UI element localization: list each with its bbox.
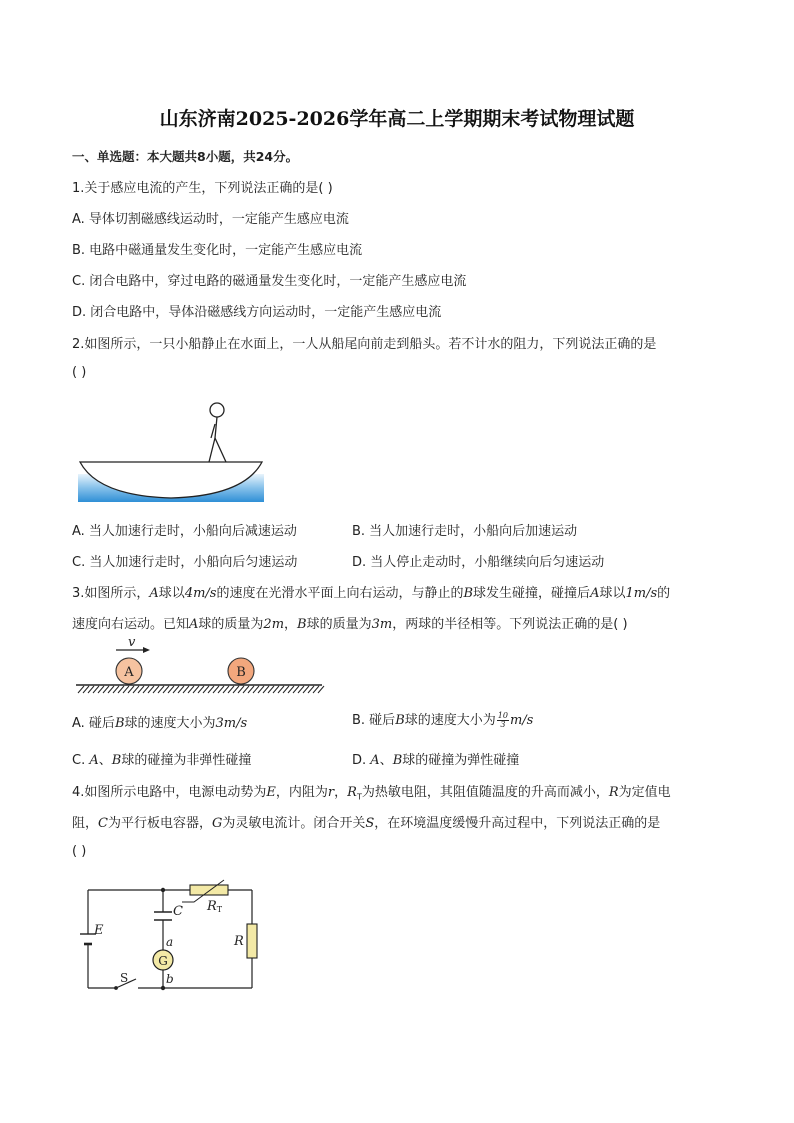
resistor-symbol (247, 924, 257, 958)
q2-stem-bracket: ( ) (72, 365, 87, 380)
velocity-label: v (128, 636, 136, 650)
ball-a (116, 658, 142, 684)
label-b: b (166, 972, 174, 986)
q2-stem: 2.如图所示，一只小船静止在水面上，一人从船尾向前走到船头。若不计水的阻力，下列说法正确的是 (72, 337, 657, 352)
q2-option-a[interactable]: A. 当人加速行走时，小船向后减速运动 (72, 524, 297, 539)
q1-option-c[interactable]: C. 闭合电路中，穿过电路的磁通量发生变化时，一定能产生感应电流 (72, 274, 467, 289)
label-e: E (94, 923, 104, 938)
q3-option-c[interactable]: C. A、B球的碰撞为非弹性碰撞 (72, 753, 252, 768)
q1-option-d[interactable]: D. 闭合电路中，导体沿磁感线方向运动时，一定能产生感应电流 (72, 305, 442, 320)
label-s: S (120, 971, 129, 985)
ball-b (228, 658, 254, 684)
galvanometer-symbol (153, 950, 173, 970)
label-rt: RT (207, 899, 223, 914)
q1-option-a[interactable]: A. 导体切割磁感线运动时，一定能产生感应电流 (72, 212, 349, 227)
q1-option-b[interactable]: B. 电路中磁通量发生变化时，一定能产生感应电流 (72, 243, 363, 258)
q1-stem: 1.关于感应电流的产生，下列说法正确的是( ) (72, 181, 333, 196)
q3-option-b[interactable]: B. 碰后B球的速度大小为 $\frac{10}{3}$ m/s (352, 711, 534, 729)
q3-option-a[interactable]: A. 碰后B球的速度大小为3m/s (72, 716, 248, 731)
label-r: R (234, 934, 244, 949)
label-c: C (173, 904, 183, 919)
q2-option-c[interactable]: C. 当人加速行走时，小船向后匀速运动 (72, 555, 298, 570)
svg-text:G: G (158, 954, 168, 968)
q3-stem-line1: 3.如图所示，A球以4m/s的速度在光滑水平面上向右运动，与静止的B球发生碰撞，碰撞后A球以1m/s的 (72, 586, 671, 601)
junction-dot-top (161, 888, 165, 892)
q4-stem-bracket: ( ) (72, 844, 87, 859)
person-figure (209, 403, 226, 462)
q2-option-d[interactable]: D. 当人停止走动时，小船继续向后匀速运动 (352, 555, 605, 570)
q4-stem-line1: 4.如图所示电路中，电源电动势为E，内阻为r，$R_T$为热敏电阻，其阻值随温度的升高而减小，R为定值电 (72, 785, 671, 802)
q3-stem-line2: 速度向右运动。已知A球的质量为2m，B球的质量为3m，两球的半径相等。下列说法正确的是( ) (72, 617, 628, 632)
thermistor-symbol (182, 880, 228, 902)
page-title: 山东济南2025-2026学年高二上学期期末考试物理试题 (159, 108, 635, 130)
q2-option-b[interactable]: B. 当人加速行走时，小船向后加速运动 (352, 524, 578, 539)
circuit-figure (74, 878, 274, 998)
ground-hatch (78, 686, 324, 693)
label-a: a (166, 935, 174, 949)
collision-figure (74, 636, 326, 700)
boat-figure (74, 398, 270, 504)
junction-dot-bottom (161, 986, 165, 990)
q4-stem-line2: 阻，C为平行板电容器，G为灵敏电流计。闭合开关S，在环境温度缓慢升高过程中，下列说法正确的是 (72, 816, 661, 831)
capacitor-symbol (154, 912, 172, 920)
section-heading: 一、单选题：本大题共8小题，共24分。 (72, 149, 299, 164)
q3-option-d[interactable]: D. A、B球的碰撞为弹性碰撞 (352, 753, 520, 768)
svg-text:B: B (236, 665, 246, 680)
svg-text:A: A (124, 665, 134, 680)
